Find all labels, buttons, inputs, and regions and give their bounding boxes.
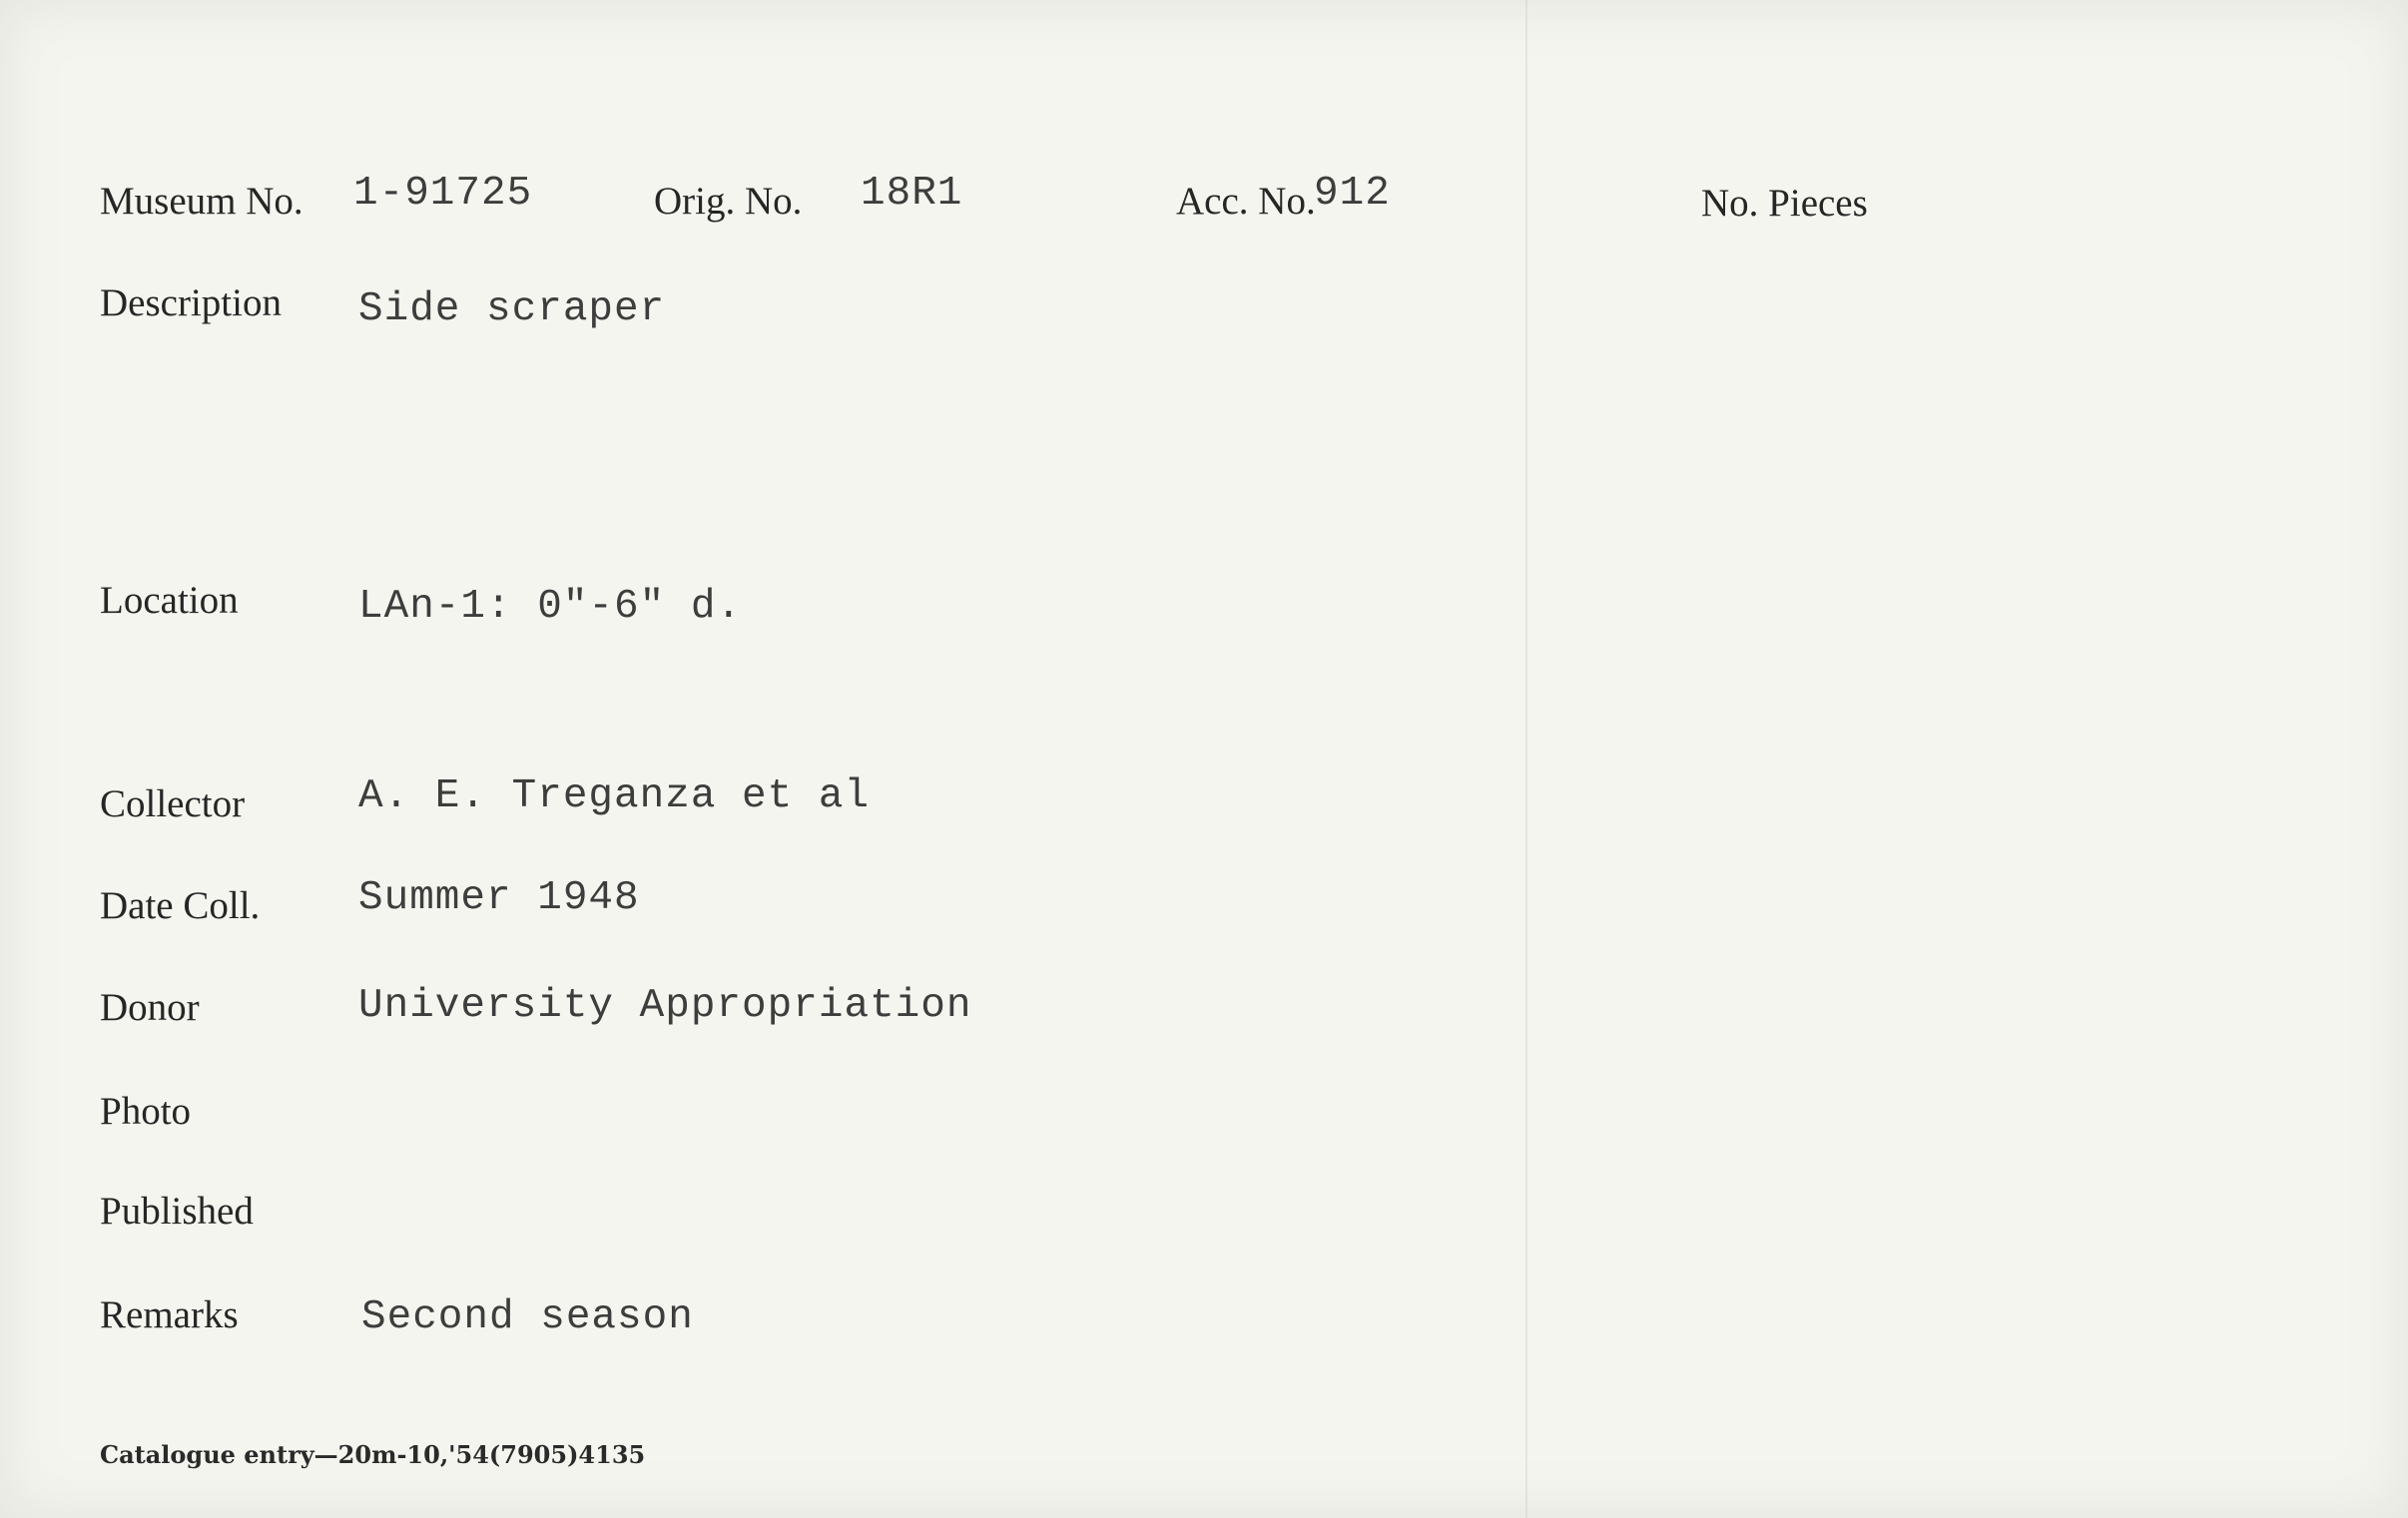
museum-no-label: Museum No.	[100, 180, 303, 223]
orig-no-value: 18R1	[861, 171, 963, 217]
date-coll-value: Summer 1948	[358, 875, 640, 921]
museum-no-value: 1-91725	[353, 171, 533, 217]
published-label: Published	[100, 1190, 254, 1233]
location-value: LAn-1: 0"-6" d.	[358, 584, 743, 630]
catalogue-entry-footer: Catalogue entry—20m-10,'54(7905)4135	[100, 1440, 646, 1469]
no-pieces-label: No. Pieces	[1701, 182, 1868, 225]
orig-no-label: Orig. No.	[654, 180, 803, 223]
remarks-label: Remarks	[100, 1293, 239, 1336]
acc-no-label: Acc. No.	[1176, 180, 1316, 223]
date-coll-label: Date Coll.	[100, 884, 261, 927]
location-label: Location	[100, 579, 239, 622]
description-value: Side scraper	[358, 286, 666, 332]
donor-label: Donor	[100, 986, 200, 1029]
remarks-value: Second season	[361, 1294, 694, 1340]
donor-value: University Appropriation	[358, 983, 972, 1029]
photo-label: Photo	[100, 1090, 192, 1133]
acc-no-value: 912	[1314, 171, 1391, 217]
collector-value: A. E. Treganza et al	[358, 773, 871, 819]
collector-label: Collector	[100, 782, 246, 825]
description-label: Description	[100, 281, 282, 324]
card-fold-line	[1525, 0, 1527, 1518]
